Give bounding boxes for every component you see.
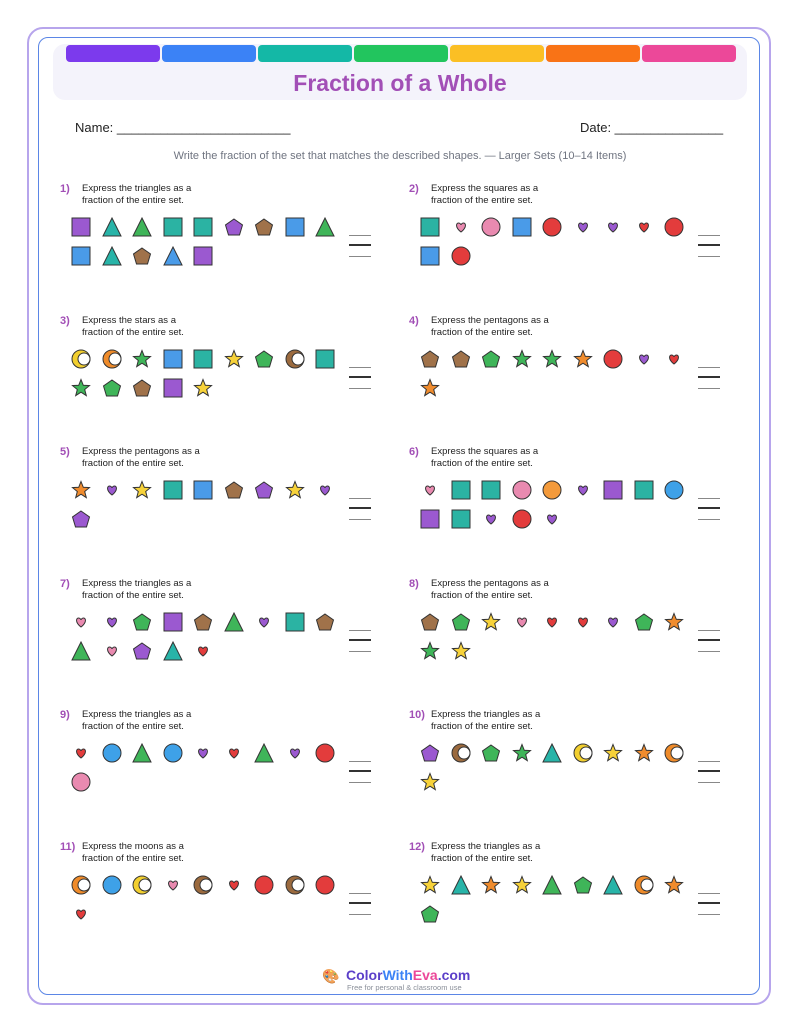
star-yellow-icon xyxy=(480,611,502,633)
problem-number: 9) xyxy=(60,709,70,721)
problem-prompt xyxy=(431,183,591,207)
prompt-line: Express the squares as a xyxy=(431,446,539,457)
fraction-answer[interactable] xyxy=(698,495,722,525)
square-teal-icon xyxy=(192,216,214,238)
heart-purple-icon xyxy=(101,479,123,501)
numerator-blank[interactable] xyxy=(349,498,371,499)
problem-prompt xyxy=(431,709,591,733)
square-purple-icon xyxy=(162,611,184,633)
problem-number: 1) xyxy=(60,183,70,195)
star-yellow-icon xyxy=(131,479,153,501)
pentagon-green-icon xyxy=(253,348,275,370)
square-blue-icon xyxy=(419,245,441,267)
pentagon-purple-icon xyxy=(131,640,153,662)
circle-blue-icon xyxy=(162,742,184,764)
circle-red-icon xyxy=(314,742,336,764)
moon-yellow-icon xyxy=(70,348,92,370)
fraction-answer[interactable] xyxy=(349,758,373,788)
problem-prompt xyxy=(82,183,242,207)
prompt-line: fraction of the entire set. xyxy=(431,458,533,469)
fraction-bar xyxy=(698,770,720,772)
triangle-teal-icon xyxy=(602,874,624,896)
circle-red-icon xyxy=(663,216,685,238)
square-purple-icon xyxy=(192,245,214,267)
circle-blue-icon xyxy=(101,874,123,896)
heart-pink-icon xyxy=(450,216,472,238)
numerator-blank[interactable] xyxy=(698,761,720,762)
moon-orange-icon xyxy=(70,874,92,896)
fraction-bar xyxy=(698,376,720,378)
problem-8 xyxy=(409,578,749,698)
moon-brown-icon xyxy=(192,874,214,896)
star-yellow-icon xyxy=(450,640,472,662)
square-teal-icon xyxy=(419,216,441,238)
denominator-blank[interactable] xyxy=(349,256,371,257)
square-teal-icon xyxy=(162,216,184,238)
triangle-green-icon xyxy=(131,216,153,238)
heart-purple-icon xyxy=(541,508,563,530)
fraction-answer[interactable] xyxy=(698,364,722,394)
problem-6 xyxy=(409,446,749,566)
heart-red-icon xyxy=(192,640,214,662)
moon-orange-icon xyxy=(101,348,123,370)
heart-purple-icon xyxy=(602,216,624,238)
denominator-blank[interactable] xyxy=(349,914,371,915)
heart-purple-icon xyxy=(192,742,214,764)
rainbow-segment xyxy=(642,45,736,62)
instructions: Write the fraction of the set that matches the described shapes. — Larger Sets (10–14 Items) xyxy=(173,150,627,162)
star-yellow-icon xyxy=(284,479,306,501)
problem-prompt xyxy=(82,446,242,470)
prompt-line: fraction of the entire set. xyxy=(431,195,533,206)
numerator-blank[interactable] xyxy=(349,630,371,631)
pentagon-purple-icon xyxy=(419,742,441,764)
problem-prompt xyxy=(82,315,242,339)
numerator-blank[interactable] xyxy=(349,235,371,236)
fraction-bar xyxy=(698,244,720,246)
square-blue-icon xyxy=(511,216,533,238)
pentagon-brown-icon xyxy=(450,348,472,370)
heart-pink-icon xyxy=(419,479,441,501)
denominator-blank[interactable] xyxy=(698,519,720,520)
denominator-blank[interactable] xyxy=(698,388,720,389)
heart-pink-icon xyxy=(162,874,184,896)
heart-purple-icon xyxy=(314,479,336,501)
square-teal-icon xyxy=(480,479,502,501)
square-teal-icon xyxy=(450,508,472,530)
problem-1 xyxy=(60,183,400,303)
square-purple-icon xyxy=(602,479,624,501)
rainbow-bar xyxy=(66,45,736,62)
star-orange-icon xyxy=(70,479,92,501)
triangle-teal-icon xyxy=(162,640,184,662)
fraction-answer[interactable] xyxy=(349,364,373,394)
star-yellow-icon xyxy=(419,771,441,793)
pentagon-brown-icon xyxy=(192,611,214,633)
prompt-line: Express the squares as a xyxy=(431,183,539,194)
star-orange-icon xyxy=(480,874,502,896)
problem-number: 8) xyxy=(409,578,419,590)
numerator-blank[interactable] xyxy=(349,761,371,762)
pentagon-brown-icon xyxy=(419,348,441,370)
square-purple-icon xyxy=(70,216,92,238)
pentagon-green-icon xyxy=(480,742,502,764)
pentagon-brown-icon xyxy=(419,611,441,633)
rainbow-segment xyxy=(354,45,448,62)
fraction-bar xyxy=(698,507,720,509)
denominator-blank[interactable] xyxy=(349,651,371,652)
rainbow-segment xyxy=(66,45,160,62)
pentagon-purple-icon xyxy=(253,479,275,501)
prompt-line: Express the pentagons as a xyxy=(82,446,200,457)
problem-10 xyxy=(409,709,749,829)
heart-red-icon xyxy=(633,216,655,238)
fraction-bar xyxy=(698,902,720,904)
rainbow-segment xyxy=(450,45,544,62)
pentagon-brown-icon xyxy=(131,245,153,267)
denominator-blank[interactable] xyxy=(698,651,720,652)
star-green-icon xyxy=(511,348,533,370)
name-field[interactable]: Name: ________________________ xyxy=(75,120,291,135)
problem-prompt xyxy=(431,315,591,339)
pentagon-brown-icon xyxy=(314,611,336,633)
denominator-blank[interactable] xyxy=(349,519,371,520)
star-green-icon xyxy=(541,348,563,370)
pentagon-green-icon xyxy=(131,611,153,633)
numerator-blank[interactable] xyxy=(349,893,371,894)
triangle-teal-icon xyxy=(541,742,563,764)
star-yellow-icon xyxy=(419,874,441,896)
problem-5 xyxy=(60,446,400,566)
fraction-bar xyxy=(698,639,720,641)
heart-red-icon xyxy=(572,611,594,633)
triangle-green-icon xyxy=(70,640,92,662)
problem-number: 4) xyxy=(409,315,419,327)
triangle-green-icon xyxy=(541,874,563,896)
problem-11 xyxy=(60,841,400,961)
heart-red-icon xyxy=(663,348,685,370)
numerator-blank[interactable] xyxy=(698,235,720,236)
circle-red-icon xyxy=(450,245,472,267)
problem-number: 6) xyxy=(409,446,419,458)
star-yellow-icon xyxy=(511,874,533,896)
circle-pink-icon xyxy=(70,771,92,793)
prompt-line: fraction of the entire set. xyxy=(82,853,184,864)
triangle-teal-icon xyxy=(450,874,472,896)
problem-9 xyxy=(60,709,400,829)
circle-pink-icon xyxy=(511,479,533,501)
heart-red-icon xyxy=(541,611,563,633)
fraction-answer[interactable] xyxy=(698,758,722,788)
circle-blue-icon xyxy=(101,742,123,764)
denominator-blank[interactable] xyxy=(698,256,720,257)
numerator-blank[interactable] xyxy=(698,498,720,499)
circle-red-icon xyxy=(253,874,275,896)
triangle-green-icon xyxy=(223,611,245,633)
pentagon-green-icon xyxy=(633,611,655,633)
prompt-line: fraction of the entire set. xyxy=(431,590,533,601)
fraction-bar xyxy=(349,507,371,509)
star-green-icon xyxy=(511,742,533,764)
problem-number: 12) xyxy=(409,841,425,853)
pentagon-purple-icon xyxy=(70,508,92,530)
star-green-icon xyxy=(131,348,153,370)
circle-red-icon xyxy=(602,348,624,370)
fraction-answer[interactable] xyxy=(349,232,373,262)
square-teal-icon xyxy=(284,611,306,633)
heart-red-icon xyxy=(70,742,92,764)
fraction-bar xyxy=(349,902,371,904)
square-blue-icon xyxy=(70,245,92,267)
prompt-line: fraction of the entire set. xyxy=(431,853,533,864)
star-orange-icon xyxy=(572,348,594,370)
heart-red-icon xyxy=(223,742,245,764)
square-teal-icon xyxy=(192,348,214,370)
heart-purple-icon xyxy=(253,611,275,633)
moon-orange-icon xyxy=(663,742,685,764)
date-field[interactable]: Date: _______________ xyxy=(580,120,724,135)
star-yellow-icon xyxy=(223,348,245,370)
circle-red-icon xyxy=(314,874,336,896)
problem-number: 7) xyxy=(60,578,70,590)
numerator-blank[interactable] xyxy=(698,630,720,631)
problem-prompt xyxy=(431,446,591,470)
fraction-answer[interactable] xyxy=(349,495,373,525)
triangle-teal-icon xyxy=(101,216,123,238)
prompt-line: Express the pentagons as a xyxy=(431,578,549,589)
footer-subtitle: Free for personal & classroom use xyxy=(347,983,462,992)
moon-brown-icon xyxy=(450,742,472,764)
prompt-line: Express the moons as a xyxy=(82,841,184,852)
problem-prompt xyxy=(431,578,591,602)
fraction-bar xyxy=(349,770,371,772)
problem-number: 10) xyxy=(409,709,425,721)
moon-brown-icon xyxy=(284,348,306,370)
pentagon-green-icon xyxy=(419,903,441,925)
problem-2 xyxy=(409,183,749,303)
circle-orange-icon xyxy=(541,479,563,501)
circle-red-icon xyxy=(511,508,533,530)
pentagon-green-icon xyxy=(101,377,123,399)
fraction-answer[interactable] xyxy=(698,627,722,657)
fraction-answer[interactable] xyxy=(698,890,722,920)
moon-brown-icon xyxy=(284,874,306,896)
square-teal-icon xyxy=(314,348,336,370)
star-green-icon xyxy=(70,377,92,399)
prompt-line: fraction of the entire set. xyxy=(82,327,184,338)
problem-7 xyxy=(60,578,400,698)
problem-4 xyxy=(409,315,749,435)
pentagon-green-icon xyxy=(480,348,502,370)
heart-purple-icon xyxy=(602,611,624,633)
square-blue-icon xyxy=(162,348,184,370)
heart-purple-icon xyxy=(480,508,502,530)
palette-icon: 🎨 xyxy=(322,968,340,984)
prompt-line: Express the triangles as a xyxy=(431,841,541,852)
square-teal-icon xyxy=(633,479,655,501)
pentagon-brown-icon xyxy=(131,377,153,399)
numerator-blank[interactable] xyxy=(698,367,720,368)
prompt-line: Express the triangles as a xyxy=(82,709,192,720)
fraction-bar xyxy=(349,376,371,378)
denominator-blank[interactable] xyxy=(698,914,720,915)
prompt-line: fraction of the entire set. xyxy=(82,721,184,732)
star-orange-icon xyxy=(633,742,655,764)
circle-pink-icon xyxy=(480,216,502,238)
prompt-line: fraction of the entire set. xyxy=(431,327,533,338)
prompt-line: fraction of the entire set. xyxy=(82,195,184,206)
square-purple-icon xyxy=(162,377,184,399)
problem-number: 5) xyxy=(60,446,70,458)
star-yellow-icon xyxy=(192,377,214,399)
rainbow-segment xyxy=(258,45,352,62)
pentagon-purple-icon xyxy=(223,216,245,238)
problem-number: 2) xyxy=(409,183,419,195)
heart-red-icon xyxy=(70,903,92,925)
rainbow-segment xyxy=(546,45,640,62)
prompt-line: fraction of the entire set. xyxy=(431,721,533,732)
heart-pink-icon xyxy=(70,611,92,633)
heart-red-icon xyxy=(223,874,245,896)
triangle-green-icon xyxy=(253,742,275,764)
denominator-blank[interactable] xyxy=(349,782,371,783)
problem-prompt xyxy=(82,709,242,733)
prompt-line: Express the triangles as a xyxy=(82,578,192,589)
problem-prompt xyxy=(431,841,591,865)
problem-number: 3) xyxy=(60,315,70,327)
footer-brand: ColorWithEva.com xyxy=(346,967,471,983)
triangle-teal-icon xyxy=(101,245,123,267)
square-teal-icon xyxy=(162,479,184,501)
fraction-answer[interactable] xyxy=(698,232,722,262)
denominator-blank[interactable] xyxy=(349,388,371,389)
triangle-green-icon xyxy=(314,216,336,238)
heart-pink-icon xyxy=(511,611,533,633)
heart-purple-icon xyxy=(101,611,123,633)
moon-yellow-icon xyxy=(572,742,594,764)
square-purple-icon xyxy=(419,508,441,530)
triangle-blue-icon xyxy=(162,245,184,267)
star-yellow-icon xyxy=(602,742,624,764)
heart-purple-icon xyxy=(284,742,306,764)
prompt-line: Express the stars as a xyxy=(82,315,176,326)
square-blue-icon xyxy=(192,479,214,501)
numerator-blank[interactable] xyxy=(698,893,720,894)
fraction-answer[interactable] xyxy=(349,627,373,657)
problem-3 xyxy=(60,315,400,435)
heart-purple-icon xyxy=(572,479,594,501)
prompt-line: Express the triangles as a xyxy=(82,183,192,194)
denominator-blank[interactable] xyxy=(698,782,720,783)
heart-pink-icon xyxy=(101,640,123,662)
prompt-line: Express the pentagons as a xyxy=(431,315,549,326)
star-orange-icon xyxy=(663,874,685,896)
prompt-line: fraction of the entire set. xyxy=(82,458,184,469)
heart-purple-icon xyxy=(572,216,594,238)
moon-yellow-icon xyxy=(131,874,153,896)
circle-red-icon xyxy=(541,216,563,238)
circle-blue-icon xyxy=(663,479,685,501)
pentagon-green-icon xyxy=(572,874,594,896)
problem-prompt xyxy=(82,578,242,602)
pentagon-brown-icon xyxy=(223,479,245,501)
square-blue-icon xyxy=(284,216,306,238)
star-green-icon xyxy=(419,640,441,662)
prompt-line: Express the triangles as a xyxy=(431,709,541,720)
problem-number: 11) xyxy=(60,841,76,853)
heart-purple-icon xyxy=(633,348,655,370)
pentagon-brown-icon xyxy=(253,216,275,238)
fraction-answer[interactable] xyxy=(349,890,373,920)
star-orange-icon xyxy=(663,611,685,633)
pentagon-green-icon xyxy=(450,611,472,633)
fraction-bar xyxy=(349,244,371,246)
moon-orange-icon xyxy=(633,874,655,896)
problem-prompt xyxy=(82,841,242,865)
fraction-bar xyxy=(349,639,371,641)
page-title: Fraction of a Whole xyxy=(293,70,507,96)
numerator-blank[interactable] xyxy=(349,367,371,368)
star-orange-icon xyxy=(419,377,441,399)
triangle-green-icon xyxy=(131,742,153,764)
square-teal-icon xyxy=(450,479,472,501)
problem-12 xyxy=(409,841,749,961)
prompt-line: fraction of the entire set. xyxy=(82,590,184,601)
rainbow-segment xyxy=(162,45,256,62)
